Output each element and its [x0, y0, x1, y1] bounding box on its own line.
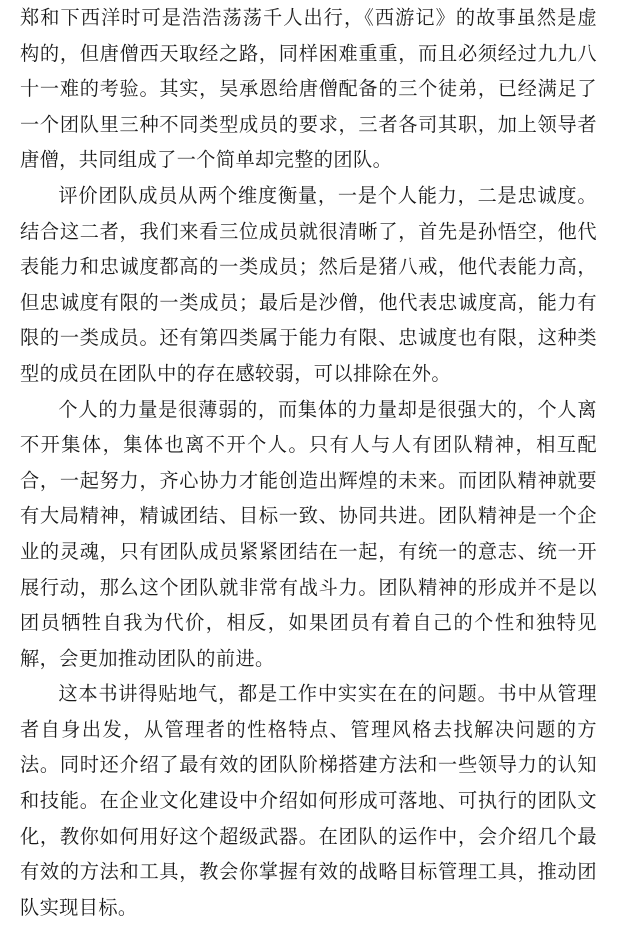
- paragraph-continued: 郑和下西洋时可是浩浩荡荡千人出行，《西游记》的故事虽然是虚构的，但唐僧西天取经之路，同样困难重重，而且必须经过九九八十一难的考验。其实，吴承恩给唐僧配备的三个徒弟，已经满足了一个团队里三种不同类型成员的要求，三者各司其职，加上领导者唐僧，共同组成了一个简单却完整的团队。: [20, 6, 597, 172]
- paragraph: 评价团队成员从两个维度衡量，一是个人能力，二是忠诚度。结合这二者，我们来看三位成员就很清晰了，首先是孙悟空，他代表能力和忠诚度都高的一类成员；然后是猪八戒，他代表能力高，但忠诚度有限的一类成员；最后是沙僧，他代表忠诚度高，能力有限的一类成员。还有第四类属于能力有限、忠诚度也有限，这种类型的成员在团队中的存在感较弱，可以排除在外。: [20, 183, 597, 385]
- paragraph: 这本书讲得贴地气，都是工作中实实在在的问题。书中从管理者自身出发，从管理者的性格特点、管理风格去找解决问题的方法。同时还介绍了最有效的团队阶梯搭建方法和一些领导力的认知和技能。在企业文化建设中介绍如何形成可落地、可执行的团队文化，教你如何用好这个超级武器。在团队的运作中，会介绍几个最有效的方法和工具，教会你掌握有效的战略目标管理工具，推动团队实现目标。: [20, 682, 597, 919]
- paragraph: 个人的力量是很薄弱的，而集体的力量却是很强大的，个人离不开集体，集体也离不开个人。只有人与人有团队精神，相互配合，一起努力，齐心协力才能创造出辉煌的未来。而团队精神就要有大局精神，精诚团结、目标一致、协同共进。团队精神是一个企业的灵魂，只有团队成员紧紧团结在一起，有统一的意志、统一开展行动，那么这个团队就非常有战斗力。团队精神的形成并不是以团员牺牲自我为代价，相反，如果团员有着自己的个性和独特见解，会更加推动团队的前进。: [20, 397, 597, 670]
